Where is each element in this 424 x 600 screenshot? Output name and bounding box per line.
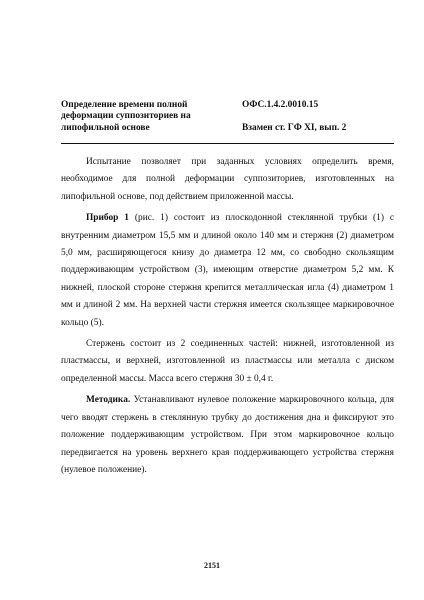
paragraph-text: Стержень состоит из 2 соединенных частей: нижней, изготовленной из пластмассы, и верхней, изготовленной из пластмассы или металла с диском определенной массы. Масса всего стержня 30 ± 0,4 г. bbox=[61, 339, 394, 384]
paragraph-text: (рис. 1) состоит из плоскодонной стеклянной трубки (1) с внутренним диаметром 15,5 мм и длиной около 140 мм и стержня (2) диаметром 5,0 мм, расширяющегося книзу до диаметра 12 мм, со свободно скользящим поддерживающим устройством (3), имеющим отверстие диаметром 5,2 мм. К нижней, плоской стороне стержня крепится металлическая игла (4) диаметром 1 мм и длиной 2 мм. На верхней части стержня имеется скользящее маркировочное кольцо (5). bbox=[61, 213, 395, 328]
paragraph-method bbox=[61, 392, 394, 479]
page-number: 2151 bbox=[204, 561, 220, 570]
paragraph-lead: Методика. bbox=[86, 395, 131, 406]
document-code: ОФС.1.4.2.0010.15 bbox=[242, 100, 319, 110]
paragraph-apparatus bbox=[61, 210, 394, 332]
document-body bbox=[61, 154, 394, 483]
replaces-note: Взамен ст. ГФ XI, вып. 2 bbox=[242, 123, 347, 133]
document-header bbox=[61, 100, 394, 134]
header-divider bbox=[61, 143, 394, 144]
document-title: Определение времени полной деформации суппозиториев на липофильной основе bbox=[61, 100, 191, 133]
paragraph-text: Испытание позволяет при заданных условиях определить время, необходимое для полной деформации суппозиториев, изготовленных на липофильной основе, под действием приложенной массы. bbox=[61, 157, 394, 202]
paragraph-lead: Прибор 1 bbox=[86, 213, 129, 224]
paragraph-intro bbox=[61, 154, 394, 206]
paragraph-text: Устанавливают нулевое положение маркировочного кольца, для чего вводят стержень в стеклянную трубку до достижения дна и фиксируют это положение поддерживающим устройством. При этом маркировочное кольцо передвигается на уровень верхнего края поддерживающего устройства стержня (нулевое положение). bbox=[61, 395, 394, 475]
document-meta bbox=[242, 100, 394, 134]
paragraph-rod bbox=[61, 336, 394, 388]
